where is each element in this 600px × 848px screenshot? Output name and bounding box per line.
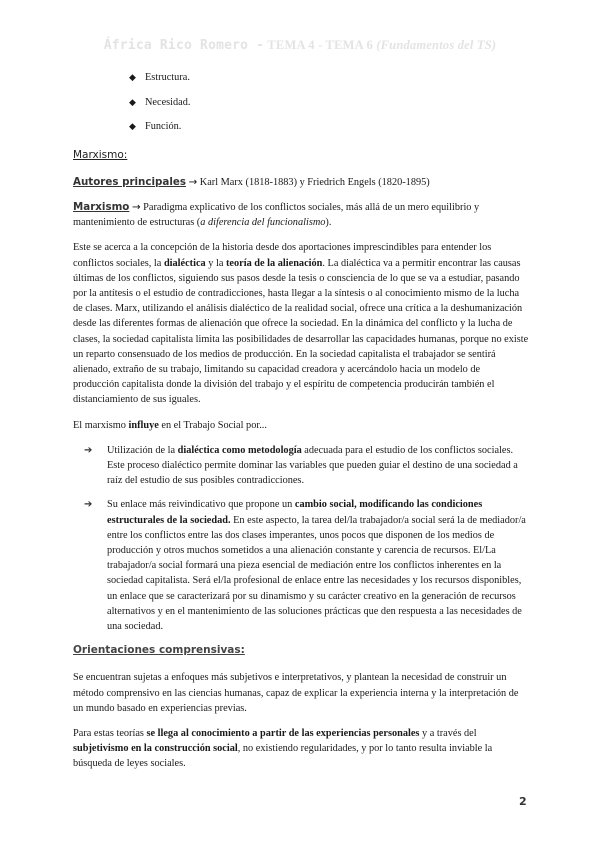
bullet-list [129, 70, 529, 144]
paragraph-influye: El marxismo influye en el Trabajo Social por... [73, 419, 267, 431]
paragraph-teorias: Para estas teorías se llega al conocimiento a partir de las experiencias personales y a través del subjetivismo en la construcción social, no existiendo regularidades, y por lo tanto resulta inviable la búsqueda de leyes sociales. [73, 728, 493, 770]
authors-line [73, 175, 529, 190]
diamond-bullet-icon: ◆ [129, 72, 136, 82]
arrow-bullet-icon: ➔ [84, 444, 93, 456]
list-item: ◆ Necesidad. [129, 96, 191, 108]
header-author: África Rico Romero - [103, 38, 265, 53]
arrow-list [84, 443, 529, 634]
section-title-orientaciones: Orientaciones comprensivas: [73, 644, 245, 657]
paragraph-orientaciones: Se encuentran sujetas a enfoques más subjetivos e interpretativos, y plantean la necesidad de construir un método comprensivo en las ciencias humanas, capaz de explicar la experiencia interna y la interpretación de un mundo basado en experiencias previas. [73, 672, 519, 714]
authors-text: Karl Marx (1818-1883) y Friedrich Engels (1820-1895) [197, 176, 430, 188]
header-subject: (Fundamentos del TS) [376, 38, 497, 52]
page-number: 2 [519, 795, 527, 808]
arrow-bullet-icon: ➔ [84, 499, 93, 511]
header-watermark [0, 38, 600, 53]
marxismo-label: Marxismo [73, 200, 130, 213]
right-arrow-icon: → [131, 200, 141, 213]
authors-label: Autores principales [73, 175, 186, 188]
document-body [73, 70, 529, 782]
list-item: ➔ Su enlace más reivindicativo que propone un cambio social, modificando las condiciones estructurales de la sociedad. En este aspecto, la tarea del/la trabajador/a social será la de mediador/a entre los conflictos entre las dos clases imperantes, unos pocos que disponen de los medios de producción y otros muchos sometidos a una alienación constante y carencia de recursos. El/La trabajador/a social formará una pieza esencial de mediación entre los conflictos inherentes en la sociedad capitalista. Será el/la profesional de enlace entre las necesidades y los recursos disponibles, un enlace que se caracterizará por su dinamismo y su carácter creativo en la generación de recursos alternativos y en el mantenimiento de las soluciones prácticas que den respuesta a las necesidades de una sociedad. [84, 497, 529, 634]
right-arrow-icon: → [188, 175, 198, 188]
diamond-bullet-icon: ◆ [129, 96, 136, 107]
section-title-marxismo: Marxismo: [73, 148, 128, 161]
marxismo-definition: Marxismo → Paradigma explicativo de los conflictos sociales, más allá de un mero equilibrio y mantenimiento de estructuras (a diferencia del funcionalismo). [73, 200, 480, 229]
header-topic: TEMA 4 - TEMA 6 [267, 38, 373, 52]
list-item: ◆ Función. [129, 121, 182, 132]
diamond-bullet-icon: ◆ [129, 121, 136, 131]
list-item: ◆ Estructura. [129, 72, 190, 83]
list-item: ➔ Utilización de la dialéctica como metodología adecuada para el estudio de los conflictos sociales. Este proceso dialéctico permite dominar las variables que pueden guiar el destino de una sociedad a raíz del estudio de sus posibles contradicciones. [84, 443, 529, 489]
paragraph-dialectica: Este se acerca a la concepción de la historia desde dos aportaciones imprescindibles para entender los conflictos sociales, la dialéctica y la teoría de la alienación. La dialéctica va a permitir encontrar las causas últimas de los conflictos, siguiendo sus pasos desde la tesis o consciencia de lo que se va a estudiar, pasando por la antítesis o el estudio de contradicciones, hasta llegar a la síntesis o al conocimiento mismo de la lucha de clases. Marx, utilizando el análisis dialéctico de la realidad social, ofrece una crítica a la deshumanización desde las diferentes formas de alienación que ofrece la sociedad. En la dinámica del conflicto y la lucha de clases, la sociedad capitalista limita las posibilidades de desarrollar las capacidades humanas, porque no existe un reparto consensuado de los medios de producción. En la sociedad capitalista el trabajador se sentirá alienado, extraño de su trabajo, limitando su capacidad creadora y acercándolo hacia un modelo de producción capitalista donde la división del trabajo y el espíritu de competencia producirán también el distanciamiento de sus iguales. [73, 242, 529, 406]
